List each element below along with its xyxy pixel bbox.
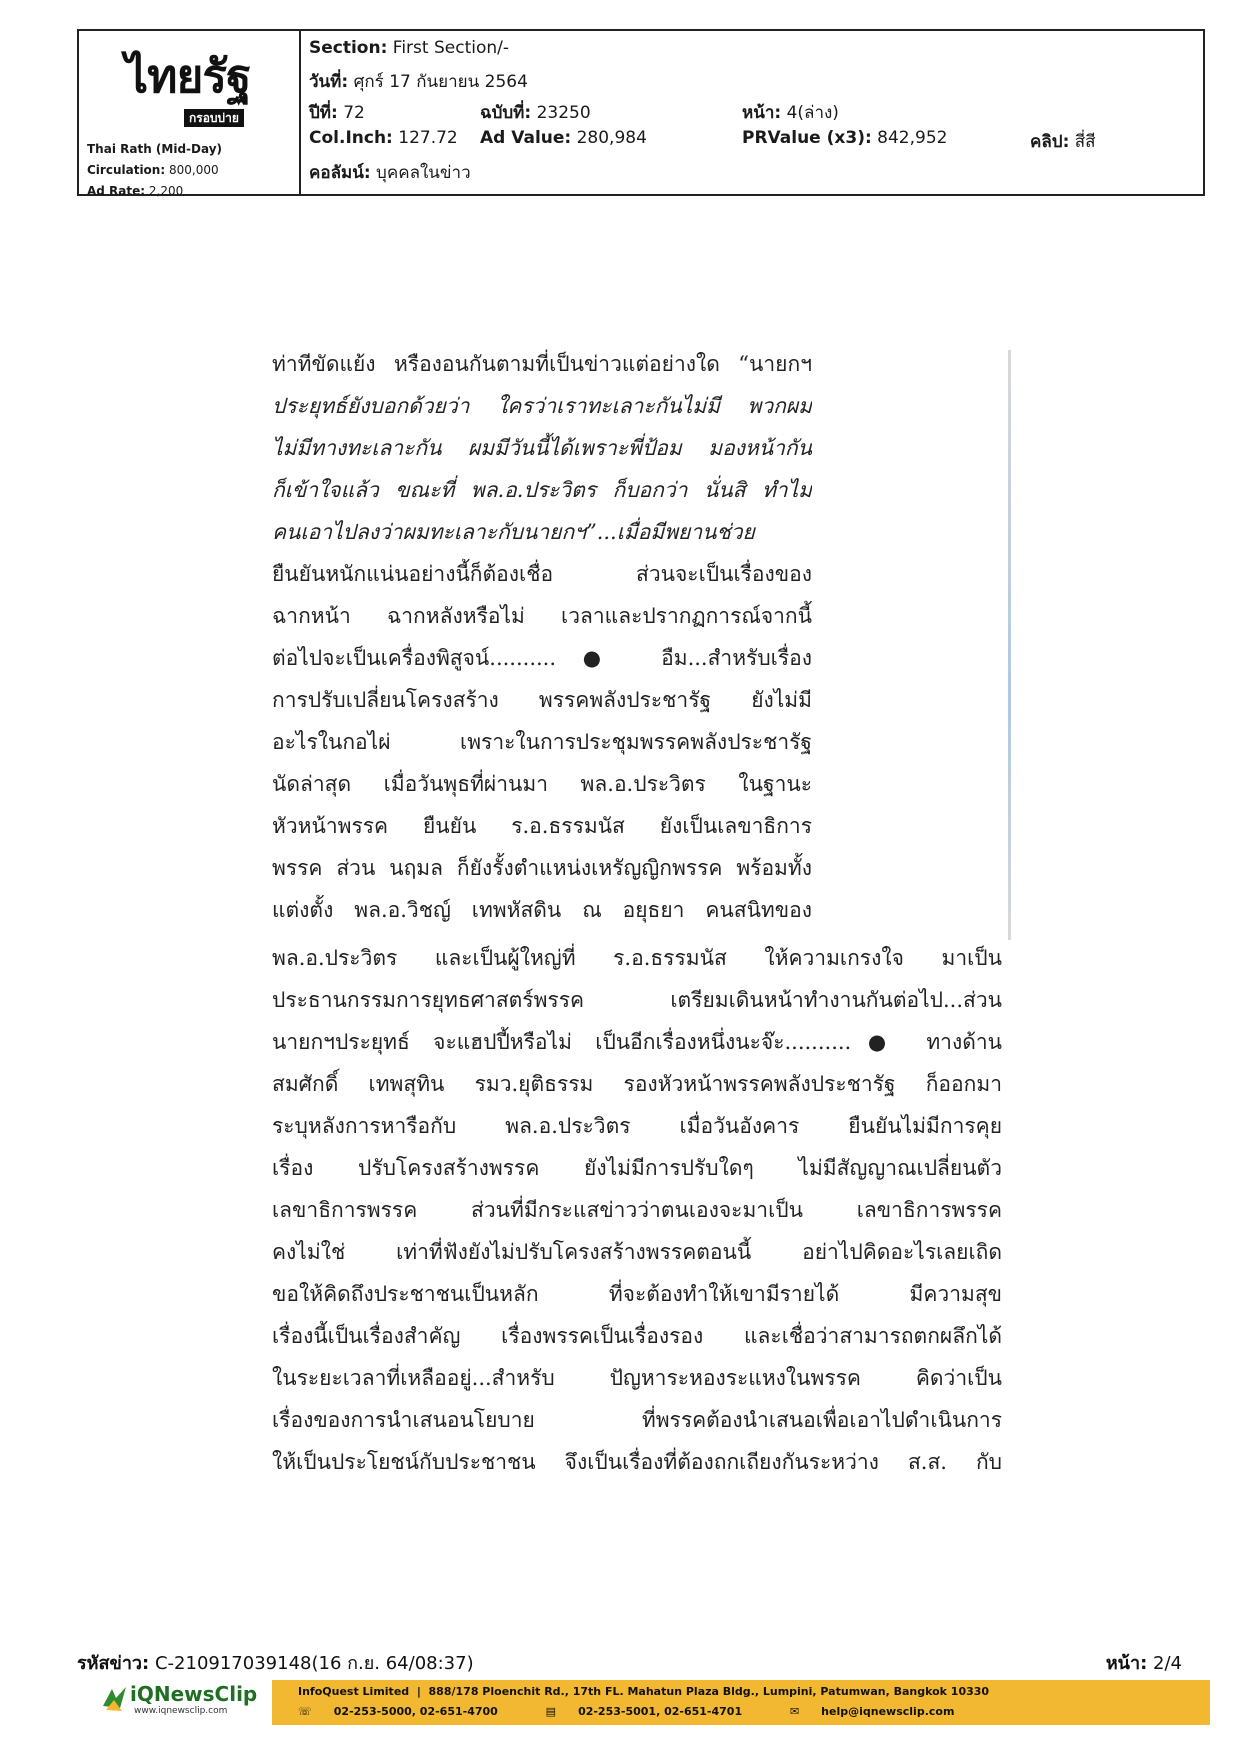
page-counter — [1106, 1648, 1182, 1677]
article-line: ไม่มีทางทะเลาะกัน ผมมีวันนี้ได้เพราะพี่ป้อม มองหน้ากัน — [272, 436, 812, 460]
brand-name: iQNewsClip — [130, 1682, 258, 1706]
article-line: ก็เข้าใจแล้ว ขณะที่ พล.อ.ประวิตร ก็บอกว่า นั่นสิ ทำไม — [272, 478, 812, 502]
article-line: คนเอาไปลงว่าผมทะเลาะกับนายกฯ”...เมื่อมีพยานช่วย — [272, 520, 755, 544]
issue-value: 23250 — [536, 103, 591, 123]
article-line: นายกฯประยุทธ์ จะแฮปปี้หรือไม่ เป็นอีกเรื่องหนึ่งนะจ๊ะ..........● ทางด้าน — [272, 1030, 1002, 1054]
brand-mark-icon — [100, 1684, 130, 1714]
article-line: เรื่อง ปรับโครงสร้างพรรค ยังไม่มีการปรับใดๆ ไม่มีสัญญาณเปลี่ยนตัว — [272, 1156, 1002, 1180]
article-line: สมศักดิ์ เทพสุทิน รมว.ยุติธรรม รองหัวหน้าพรรคพลังประชารัฐ ก็ออกมา — [272, 1072, 1002, 1096]
separator: | — [413, 1685, 425, 1698]
prvalue-value: 842,952 — [877, 128, 948, 148]
article-line: แต่งตั้ง พล.อ.วิชญ์ เทพหัสดิน ณ อยุธยา คนสนิทของ — [272, 898, 812, 922]
section-value: First Section/- — [392, 38, 509, 58]
year-label: ปีที่: — [309, 103, 338, 123]
email-icon: ✉ — [789, 1705, 800, 1718]
phone-numbers: 02-253-5000, 02-651-4700 — [333, 1705, 498, 1718]
circulation-label: Circulation: — [87, 163, 166, 177]
article-line: ท่าทีขัดแย้ง หรืองอนกันตามที่เป็นข่าวแต่อย่างใด “นายกฯ — [272, 352, 812, 376]
page-value: 4(ล่าง) — [786, 103, 839, 123]
section-label: Section: — [309, 38, 388, 58]
fax-icon: ▤ — [545, 1705, 557, 1718]
clip-label: คลิป: — [1030, 132, 1070, 152]
article-line: ประยุทธ์ยังบอกด้วยว่า ใครว่าเราทะเลาะกันไม่มี พวกผม — [272, 394, 812, 418]
article-line: ในระยะเวลาที่เหลืออยู่...สำหรับ ปัญหาระหองระแหงในพรรค คิดว่าเป็น — [272, 1366, 1002, 1390]
column-value: บุคคลในข่าว — [376, 163, 471, 183]
article-line: ให้เป็นประโยชน์กับประชาชน จึงเป็นเรื่องที่ต้องถกเถียงกันระหว่าง ส.ส. กับ — [272, 1450, 1002, 1474]
article-line: อะไรในกอไผ่ เพราะในการประชุมพรรคพลังประชารัฐ — [272, 730, 812, 754]
news-code-value: C-210917039148(16 ก.ย. 64/08:37) — [154, 1653, 474, 1674]
fax-numbers: 02-253-5001, 02-651-4701 — [578, 1705, 743, 1718]
date-label: วันที่: — [309, 72, 349, 92]
ad-rate-value: 2,200 — [148, 184, 184, 198]
article-line: พรรค ส่วน นฤมล ก็ยังรั้งตำแหน่งเหรัญญิกพรรค พร้อมทั้ง — [272, 856, 812, 880]
contact-row — [298, 1705, 998, 1718]
article-line: ต่อไปจะเป็นเครื่องพิสูจน์..........● อืม...สำหรับเรื่อง — [272, 646, 812, 670]
publication-name: Thai Rath (Mid-Day) — [87, 142, 223, 156]
page-label: หน้า: — [742, 103, 782, 123]
ad-rate-label: Ad Rate: — [87, 184, 146, 198]
issue-label: ฉบับที่: — [480, 103, 532, 123]
prvalue-label: PRValue (x3): — [742, 128, 872, 148]
article-line: ระบุหลังการหารือกับ พล.อ.ประวิตร เมื่อวันอังคาร ยืนยันไม่มีการคุย — [272, 1114, 1002, 1138]
email-address: help@iqnewsclip.com — [821, 1705, 955, 1718]
article-line: ขอให้คิดถึงประชาชนเป็นหลัก ที่จะต้องทำให้เขามีรายได้ มีความสุข — [272, 1282, 1002, 1306]
article-line: ประธานกรรมการยุทธศาสตร์พรรค เตรียมเดินหน้าทำงานกันต่อไป...ส่วน — [272, 988, 1002, 1012]
circulation-value: 800,000 — [168, 163, 219, 177]
article-line: ยืนยันหนักแน่นอย่างนี้ก็ต้องเชื่อ ส่วนจะเป็นเรื่องของ — [272, 562, 812, 586]
colinch-label: Col.Inch: — [309, 128, 393, 148]
phone-icon: ☏ — [298, 1705, 312, 1718]
year-value: 72 — [343, 103, 365, 123]
date-value: ศุกร์ 17 กันยายน 2564 — [353, 72, 528, 92]
article-line: เลขาธิการพรรค ส่วนที่มีกระแสข่าวว่าตนเองจะมาเป็น เลขาธิการพรรค — [272, 1198, 1002, 1222]
advalue-value: 280,984 — [576, 128, 647, 148]
article-line: พล.อ.ประวิตร และเป็นผู้ใหญ่ที่ ร.อ.ธรรมนัส ให้ความเกรงใจ มาเป็น — [272, 946, 1002, 970]
article-line: คงไม่ใช่ เท่าที่ฟังยังไม่ปรับโครงสร้างพรรคตอนนี้ อย่าไปคิดอะไรเลยเถิด — [272, 1240, 1002, 1264]
iqnewsclip-logo — [100, 1680, 260, 1720]
company-address: 888/178 Ploenchit Rd., 17th FL. Mahatun Plaza Bldg., Lumpini, Patumwan, Bangkok 10330 — [428, 1685, 990, 1698]
scan-edge — [1008, 350, 1011, 940]
article-line: เรื่องนี้เป็นเรื่องสำคัญ เรื่องพรรคเป็นเรื่องรอง และเชื่อว่าสามารถตกผลึกได้ — [272, 1324, 1002, 1348]
clipping-header — [77, 29, 1205, 196]
article-line: หัวหน้าพรรค ยืนยัน ร.อ.ธรรมนัส ยังเป็นเลขาธิการ — [272, 814, 812, 838]
contact-bar — [272, 1680, 1210, 1725]
news-code-label: รหัสข่าว: — [77, 1653, 150, 1674]
brand-url: www.iqnewsclip.com — [134, 1706, 228, 1716]
publication-panel — [79, 31, 301, 198]
company-name: InfoQuest Limited — [298, 1685, 410, 1698]
article-line: เรื่องของการนำเสนอนโยบาย ที่พรรคต้องนำเสนอเพื่อเอาไปดำเนินการ — [272, 1408, 1002, 1432]
colinch-value: 127.72 — [398, 128, 458, 148]
article-line: การปรับเปลี่ยนโครงสร้าง พรรคพลังประชารัฐ ยังไม่มี — [272, 688, 812, 712]
advalue-label: Ad Value: — [480, 128, 572, 148]
news-code — [77, 1648, 474, 1677]
publication-meta — [87, 139, 222, 202]
article-line: ฉากหน้า ฉากหลังหรือไม่ เวลาและปรากฏการณ์จากนี้ — [272, 604, 812, 628]
article-line: นัดล่าสุด เมื่อวันพุธที่ผ่านมา พล.อ.ประวิตร ในฐานะ — [272, 772, 812, 796]
newspaper-logo: ไทยรัฐ — [125, 49, 251, 103]
company-address-row — [298, 1685, 989, 1698]
page-counter-value: 2/4 — [1153, 1653, 1182, 1674]
column-label: คอลัมน์: — [309, 163, 371, 183]
page-counter-label: หน้า: — [1105, 1653, 1148, 1674]
edition-badge: กรอบบ่าย — [184, 109, 244, 127]
clip-value: สี่สี — [1074, 132, 1096, 152]
